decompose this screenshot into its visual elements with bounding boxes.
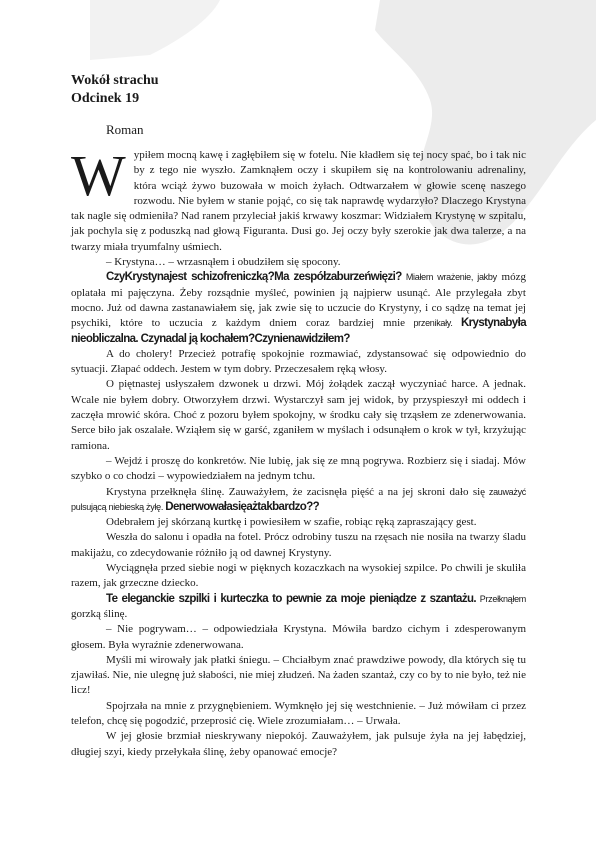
paragraph: – Wejdź i proszę do konkretów. Nie lubię, jak się ze mną pogrywa. Rozbierz się i siadaj. Mów szybko o co chodzi – wypowiedziałem na jednym tchu.: [71, 454, 526, 483]
small-text: Przełknąłem: [476, 593, 526, 604]
paragraph: CzyKrystynajest schizofreniczką?Ma zespółzaburzeńwięzi? Miałem wrażenie, jakby mózg oplatała mi pajęczyna. Żeby rozsądnie myśleć, powinien ją najpierw usunąć. Ale przylegała zbyt mocno. Już od dawna zastanawiałem się, jak zwie się to uczucie do Krystyny, i co sądzę na temat jej psychiki, które to uczucia z każdym dniem coraz bardziej mnie przenikały. Krystynabyła nieobliczalna. Czynadal ją kochałem?Czynienawidziłem?: [71, 271, 526, 345]
drop-cap: W: [71, 143, 126, 208]
paragraph: Weszła do salonu i opadła na fotel. Prócz odrobiny tuszu na rzęsach nie nosiła na twarzy śladu makijażu, co zdecydowanie różniło ją od dawnej Krystyny.: [71, 531, 526, 559]
emphasized-thought: Krystynabyła nieobliczalna. Czynadal ją kochałem?Czynienawidziłem?: [71, 317, 526, 345]
small-text: przenikały.: [405, 318, 461, 329]
story-body: [71, 143, 526, 760]
emphasized-thought: CzyKrystynajest schizofreniczką?Ma zespółzaburzeńwięzi?: [106, 271, 402, 284]
paragraph: Te eleganckie szpilki i kurteczka to pewnie za moje pieniądze z szantażu. Przełknąłem gorzką ślinę.: [71, 592, 526, 620]
author-name: Roman: [106, 122, 144, 137]
small-text: Miałem wrażenie, jakby: [401, 272, 497, 283]
story-title: Wokół strachu: [71, 73, 159, 88]
paragraph: Odebrałem jej skórzaną kurtkę i powiesiłem w szafie, robiąc ręką zapraszający gest.: [106, 516, 477, 529]
paragraph: – Nie pogrywam… – odpowiedziała Krystyna. Mówiła bardzo cichym i zdesperowanym głosem. Była wyraźnie zdenerwowana.: [71, 623, 526, 651]
small-text: zauważyć pulsującą niebieską żyłę.: [71, 486, 526, 512]
paragraph: Wyciągnęła przed siebie nogi w pięknych kozaczkach na wysokiej szpilce. Po chwili je skuliła razem, jak grzeczne dziecko.: [71, 562, 526, 590]
paragraph: A do cholery! Przecież potrafię spokojnie rozmawiać, zdystansować się odpowiednio do sytuacji. Złapać oddech. Jestem w tym dobry. Przeczesałem ręką włosy.: [71, 347, 526, 376]
emphasized-thought: Denerwowałasięażtakbardzo??: [165, 500, 320, 513]
emphasized-thought: Te eleganckie szpilki i kurteczka to pewnie za moje pieniądze z szantażu.: [106, 592, 477, 605]
paragraph: Spojrzała na mnie z przygnębieniem. Wymknęło jej się westchnienie. – Już mówiłam ci przez telefon, chcę się pogodzić, przeprosić cię. Wiele zrozumiałam… – Urwała.: [71, 699, 526, 727]
paragraph: Wypiłem mocną kawę i zagłębiłem się w fotelu. Nie kładłem się tej nocy spać, bo i tak nic by z tego nie wyszło. Zamknąłem oczy i skupiłem się na kontrolowaniu adrenaliny, która wciąż żywo buzowała w moich żyłach. Odtwarzałem w głowie scenę naszego rozwodu. Nie byłem w stanie pojąć, co się tak naprawdę wydarzyło? Dlaczego Krystyna tak nagle się odmieniła? Nad ranem przyleciał jakiś krwawy koszmar: Widziałem Krystynę w szpitalu, jak pochyla się z poduszką nad głową Figuranta. Dusi go. Jej oczy były szerokie jak dwa talerze, a na twarzy miała tryumfalny uśmiech.: [71, 143, 526, 253]
paragraph: – Krystyna… – wrzasnąłem i obudziłem się spocony.: [106, 256, 341, 269]
paragraph: Myśli mi wirowały jak płatki śniegu. – Chciałbym znać prawdziwe powody, dla których się tu zjawiłaś. Nie, nie ulegnę już słabości, nie miej złudzeń. Na żaden szantaż, czy co by to nie było, też nie licz!: [71, 653, 526, 697]
episode-title: Odcinek 19: [71, 91, 140, 106]
paragraph: O piętnastej usłyszałem dzwonek u drzwi. Mój żołądek zaczął wyczyniać harce. A jednak. Wcale nie byłem dobry. Otworzyłem drzwi. Wystarczył sam jej widok, by przyspieszył mi oddech i zaczęła mrowić skóra. Choć z pozoru byłem spokojny, w środku cały się trząsłem ze zdenerwowania. Serce biło jak oszalałe. Wziąłem się w garść, zganiłem w myślach i odsunąłem o krok w tył, krzyżując ramiona.: [71, 378, 526, 452]
document-page: [71, 72, 526, 760]
paragraph: W jej głosie brzmiał nieskrywany niepokój. Zauważyłem, jak pulsuje żyła na jej łabędziej, długiej szyi, kiedy przełykała ślinę, żeby opanować emocje?: [71, 730, 526, 758]
paragraph: Krystyna przełknęła ślinę. Zauważyłem, że zacisnęła pięść a na jej skroni dało się zauważyć pulsującą niebieską żyłę. Denerwowałasięażtakbardzo??: [71, 485, 526, 513]
